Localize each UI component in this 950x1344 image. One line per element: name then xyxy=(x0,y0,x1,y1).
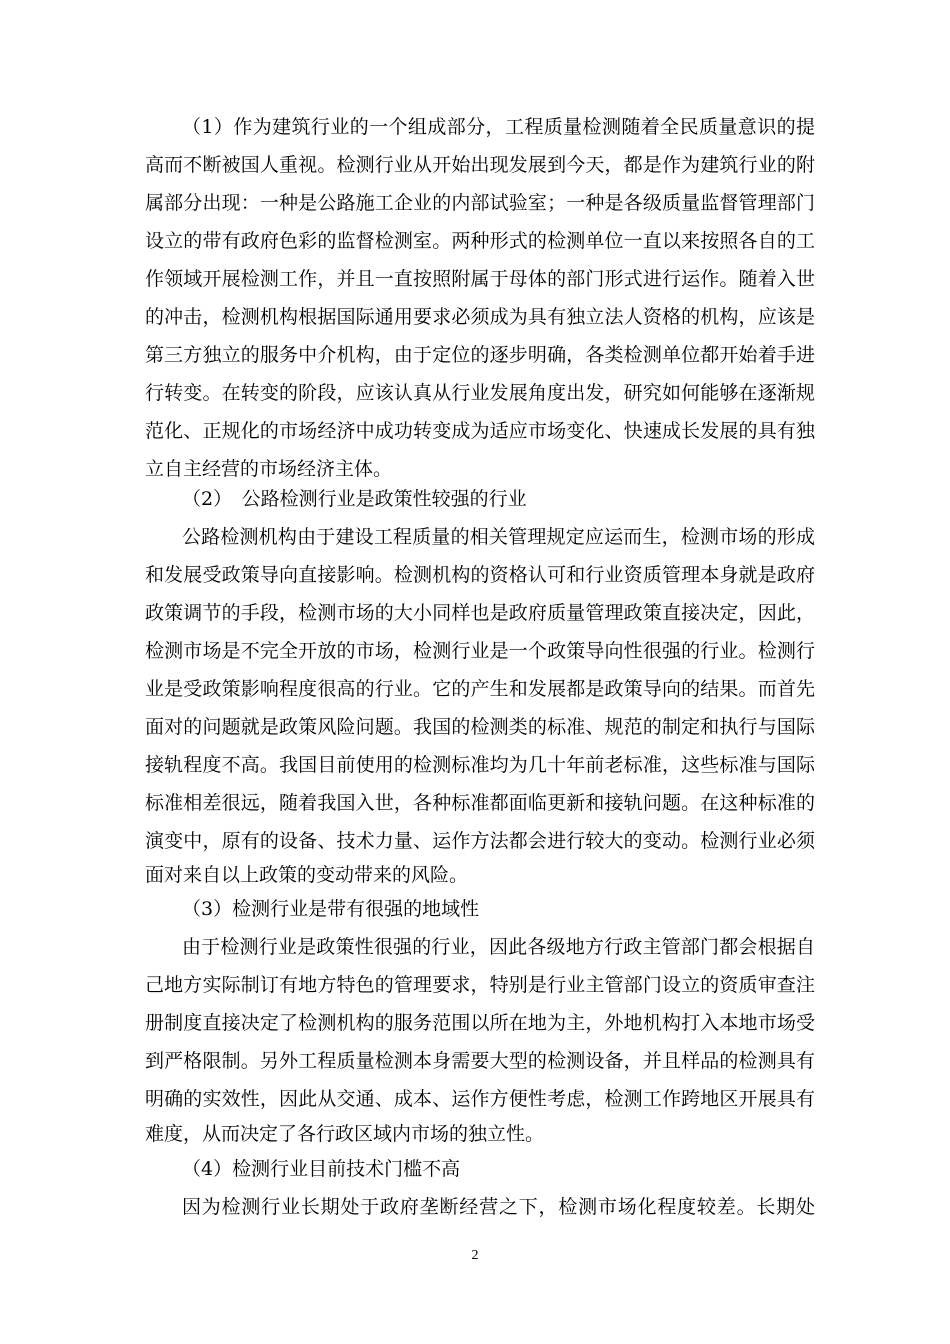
page-number: 2 xyxy=(471,1248,479,1263)
paragraph-line: 的冲击，检测机构根据国际通用要求必须成为具有独立法人资格的机构，应该是 xyxy=(145,306,815,328)
paragraph-line: 和发展受政策导向直接影响。检测机构的资格认可和行业资质管理本身就是政府 xyxy=(145,564,815,586)
paragraph-line: 政策调节的手段，检测市场的大小同样也是政府质量管理政策直接决定，因此， xyxy=(145,602,815,624)
paragraph-line: 业是受政策影响程度很高的行业。它的产生和发展都是政策导向的结果。而首先 xyxy=(145,678,815,700)
paragraph-line: 作领域开展检测工作，并且一直按照附属于母体的部门形式进行运作。随着入世 xyxy=(145,268,815,290)
paragraph-line: 公路检测机构由于建设工程质量的相关管理规定应运而生，检测市场的形成 xyxy=(182,526,815,548)
paragraph-line: 由于检测行业是政策性很强的行业，因此各级地方行政主管部门都会根据自 xyxy=(182,936,815,958)
paragraph-line: 范化、正规化的市场经济中成功转变成为适应市场变化、快速成长发展的具有独 xyxy=(145,420,815,442)
paragraph-line: 面对的问题就是政策风险问题。我国的检测类的标准、规范的制定和执行与国际 xyxy=(145,716,815,738)
paragraph-line: 明确的实效性，因此从交通、成本、运作方便性考虑，检测工作跨地区开展具有 xyxy=(145,1088,815,1110)
paragraph-line: 第三方独立的服务中介机构，由于定位的逐步明确，各类检测单位都开始着手进 xyxy=(145,344,815,366)
paragraph-line: 设立的带有政府色彩的监督检测室。两种形式的检测单位一直以来按照各自的工 xyxy=(145,230,815,252)
paragraph-line: 属部分出现：一种是公路施工企业的内部试验室；一种是各级质量监督管理部门 xyxy=(145,192,815,214)
paragraph-line: 面对来自以上政策的变动带来的风险。 xyxy=(145,864,469,886)
section-heading: （2） 公路检测行业是政策性较强的行业 xyxy=(182,488,527,510)
paragraph-line: 己地方实际制订有地方特色的管理要求，特别是行业主管部门设立的资质审查注 xyxy=(145,974,815,996)
paragraph-line: 标准相差很远，随着我国入世，各种标准都面临更新和接轨问题。在这种标准的 xyxy=(145,792,815,814)
paragraph-line: 行转变。在转变的阶段，应该认真从行业发展角度出发，研究如何能够在逐渐规 xyxy=(145,382,815,404)
section-heading: （4）检测行业目前技术门槛不高 xyxy=(182,1158,461,1180)
paragraph-line: 到严格限制。另外工程质量检测本身需要大型的检测设备，并且样品的检测具有 xyxy=(145,1050,815,1072)
paragraph-line: 难度，从而决定了各行政区域内市场的独立性。 xyxy=(145,1123,545,1145)
paragraph-line: 高而不断被国人重视。检测行业从开始出现发展到今天，都是作为建筑行业的附 xyxy=(145,154,815,176)
paragraph-line: 检测市场是不完全开放的市场，检测行业是一个政策导向性很强的行业。检测行 xyxy=(145,640,815,662)
paragraph-line: 接轨程度不高。我国目前使用的检测标准均为几十年前老标准，这些标准与国际 xyxy=(145,754,815,776)
paragraph-line: （1）作为建筑行业的一个组成部分，工程质量检测随着全民质量意识的提 xyxy=(182,116,815,138)
paragraph-line: 立自主经营的市场经济主体。 xyxy=(145,458,393,480)
paragraph-line: 演变中，原有的设备、技术力量、运作方法都会进行较大的变动。检测行业必须 xyxy=(145,830,815,852)
section-heading: （3）检测行业是带有很强的地域性 xyxy=(182,898,480,920)
paragraph-line: 册制度直接决定了检测机构的服务范围以所在地为主，外地机构打入本地市场受 xyxy=(145,1012,815,1034)
paragraph-line: 因为检测行业长期处于政府垄断经营之下，检测市场化程度较差。长期处 xyxy=(182,1196,815,1218)
